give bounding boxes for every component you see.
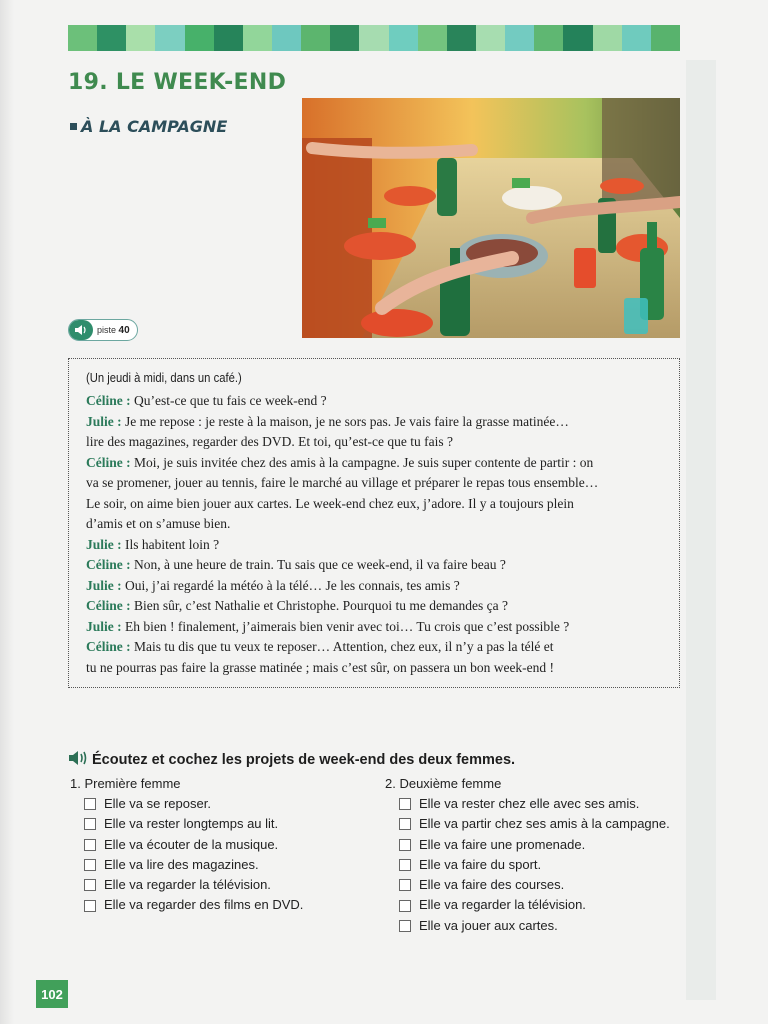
exercise-column-heading: 2. Deuxième femme bbox=[385, 776, 502, 791]
speaker-name: Céline : bbox=[86, 393, 131, 408]
color-bar-segment bbox=[330, 25, 359, 51]
bullet-square-icon bbox=[70, 123, 77, 130]
dialogue-line bbox=[86, 453, 676, 474]
color-bar-segment bbox=[272, 25, 301, 51]
dialogue-line bbox=[86, 514, 676, 535]
dialogue-line bbox=[86, 637, 676, 658]
speaker-name: Julie : bbox=[86, 413, 122, 429]
checkbox-option[interactable] bbox=[385, 875, 670, 895]
color-bar-segment bbox=[651, 25, 680, 51]
checkbox[interactable] bbox=[399, 818, 411, 830]
dialogue-context: (Un jeudi à midi, dans un café.) bbox=[86, 371, 242, 385]
dialogue-text: Je me repose : je reste à la maison, je ne sors pas. Je vais faire la grasse matinée… bbox=[121, 413, 569, 429]
dialogue-text: tu ne pourras pas faire la grasse matinée ; mais c’est sûr, on passera un bon week-end ! bbox=[86, 659, 555, 675]
dialogue-line bbox=[86, 555, 676, 576]
checkbox-option[interactable] bbox=[70, 875, 303, 895]
exercise-column-1 bbox=[70, 774, 303, 916]
speaker-icon bbox=[68, 750, 88, 770]
dialogue-text: Moi, je suis invitée chez des amis à la campagne. Je suis super contente de partir : on bbox=[130, 454, 594, 470]
exercise-instruction bbox=[68, 750, 515, 770]
checkbox-label: Elle va faire une promenade. bbox=[419, 836, 586, 852]
checkbox[interactable] bbox=[84, 818, 96, 830]
checkbox[interactable] bbox=[399, 839, 411, 851]
checkbox-label: Elle va faire des courses. bbox=[419, 877, 565, 893]
color-bar-segment bbox=[97, 25, 126, 51]
speaker-name: Céline : bbox=[86, 557, 131, 572]
color-bar-segment bbox=[68, 25, 97, 51]
color-bar-segment bbox=[126, 25, 155, 51]
dialogue-line bbox=[86, 658, 676, 679]
dialogue-line bbox=[86, 473, 676, 494]
checkbox-label: Elle va regarder des films en DVD. bbox=[104, 897, 304, 913]
checkbox-label: Elle va partir chez ses amis à la campagne. bbox=[419, 816, 670, 832]
page-gutter-shadow bbox=[0, 0, 14, 1024]
checkbox-option[interactable] bbox=[70, 895, 303, 915]
audio-track-badge[interactable] bbox=[68, 319, 138, 341]
color-bar-segment bbox=[243, 25, 272, 51]
dialogue-text: Bien sûr, c’est Nathalie et Christophe. Pourquoi tu me demandes ça ? bbox=[130, 598, 508, 613]
page-number: 102 bbox=[36, 980, 68, 1008]
dialogue-line bbox=[86, 391, 676, 412]
section-subtitle bbox=[70, 117, 227, 136]
dialogue-line bbox=[86, 412, 676, 433]
speaker-name: Céline : bbox=[86, 639, 131, 654]
checkbox-label: Elle va lire des magazines. bbox=[104, 856, 259, 872]
checkbox-option[interactable] bbox=[70, 835, 303, 855]
dialogue-lines bbox=[86, 391, 676, 678]
dialogue-line bbox=[86, 432, 676, 453]
track-number: 40 bbox=[118, 324, 130, 336]
margin-strip bbox=[686, 60, 716, 1000]
checkbox[interactable] bbox=[84, 879, 96, 891]
checkbox-label: Elle va rester longtemps au lit. bbox=[104, 816, 279, 832]
unit-title: 19. LE WEEK-END bbox=[68, 70, 287, 95]
track-word: piste bbox=[97, 324, 117, 335]
checkbox-label: Elle va regarder la télévision. bbox=[419, 897, 586, 913]
checkbox[interactable] bbox=[84, 839, 96, 851]
dialogue-text: Non, à une heure de train. Tu sais que ce week-end, il va faire beau ? bbox=[130, 557, 506, 572]
checkbox[interactable] bbox=[399, 920, 411, 932]
color-bar-segment bbox=[214, 25, 243, 51]
color-bar-segment bbox=[301, 25, 330, 51]
speaker-name: Julie : bbox=[86, 577, 122, 593]
color-bar-segment bbox=[418, 25, 447, 51]
checkbox-label: Elle va écouter de la musique. bbox=[104, 836, 279, 852]
checkbox[interactable] bbox=[399, 798, 411, 810]
dialogue-text: Ils habitent loin ? bbox=[121, 536, 220, 552]
checkbox-label: Elle va jouer aux cartes. bbox=[419, 917, 558, 933]
checkbox-label: Elle va faire du sport. bbox=[419, 856, 542, 872]
dialogue-line bbox=[86, 535, 676, 556]
color-bar-segment bbox=[359, 25, 388, 51]
checkbox-option[interactable] bbox=[385, 895, 670, 915]
audio-track-label bbox=[97, 325, 130, 336]
header-color-bar bbox=[68, 25, 680, 51]
dialogue-text: d’amis et on s’amuse bien. bbox=[86, 516, 231, 531]
color-bar-segment bbox=[389, 25, 418, 51]
checkbox-option[interactable] bbox=[70, 794, 303, 814]
checkbox[interactable] bbox=[84, 798, 96, 810]
dialogue-text: Eh bien ! finalement, j’aimerais bien venir avec toi… Tu crois que c’est possible ? bbox=[121, 618, 570, 634]
dialogue-text: Oui, j’ai regardé la météo à la télé… Je les connais, tes amis ? bbox=[121, 577, 460, 593]
checkbox-option[interactable] bbox=[385, 794, 670, 814]
color-bar-segment bbox=[476, 25, 505, 51]
color-bar-segment bbox=[622, 25, 651, 51]
color-bar-segment bbox=[155, 25, 184, 51]
checkbox-option[interactable] bbox=[70, 814, 303, 834]
dialogue-line bbox=[86, 576, 676, 597]
dialogue-line bbox=[86, 596, 676, 617]
checkbox-option[interactable] bbox=[385, 916, 670, 936]
checkbox-option[interactable] bbox=[385, 855, 670, 875]
dialogue-text: lire des magazines, regarder des DVD. Et toi, qu’est-ce que tu fais ? bbox=[86, 434, 453, 449]
exercise-column-2 bbox=[385, 774, 670, 936]
checkbox-label: Elle va rester chez elle avec ses amis. bbox=[419, 796, 640, 811]
speaker-name: Julie : bbox=[86, 618, 122, 634]
color-bar-segment bbox=[447, 25, 476, 51]
checkbox-option[interactable] bbox=[385, 814, 670, 834]
checkbox[interactable] bbox=[84, 859, 96, 871]
dialogue-line bbox=[86, 617, 676, 638]
speaker-icon bbox=[69, 320, 93, 340]
dialogue-line bbox=[86, 494, 676, 515]
checkbox-label: Elle va se reposer. bbox=[104, 796, 211, 811]
speaker-name: Céline : bbox=[86, 454, 131, 470]
exercise-column-heading: 1. Première femme bbox=[70, 776, 181, 791]
color-bar-segment bbox=[505, 25, 534, 51]
checkbox[interactable] bbox=[399, 879, 411, 891]
checkbox-label: Elle va regarder la télévision. bbox=[104, 877, 271, 893]
color-bar-segment bbox=[534, 25, 563, 51]
picnic-table-photo bbox=[302, 98, 680, 338]
color-bar-segment bbox=[563, 25, 592, 51]
speaker-name: Julie : bbox=[86, 536, 122, 552]
color-bar-segment bbox=[185, 25, 214, 51]
checkbox[interactable] bbox=[84, 900, 96, 912]
dialogue-text: Mais tu dis que tu veux te reposer… Attention, chez eux, il n’y a pas la télé et bbox=[130, 639, 554, 654]
checkbox[interactable] bbox=[399, 900, 411, 912]
checkbox-option[interactable] bbox=[385, 835, 670, 855]
checkbox-option[interactable] bbox=[70, 855, 303, 875]
dialogue-text: Qu’est-ce que tu fais ce week-end ? bbox=[130, 393, 327, 408]
exercise-instruction-text: Écoutez et cochez les projets de week-end des deux femmes. bbox=[92, 752, 516, 768]
section-subtitle-text: À LA CAMPAGNE bbox=[81, 117, 228, 136]
color-bar-segment bbox=[593, 25, 622, 51]
dialogue-text: va se promener, jouer au tennis, faire le marché au village et préparer le repas tous ensemble… bbox=[86, 475, 599, 490]
checkbox[interactable] bbox=[399, 859, 411, 871]
speaker-name: Céline : bbox=[86, 598, 131, 613]
dialogue-text: Le soir, on aime bien jouer aux cartes. Le week-end chez eux, j’adore. Il y a toujours plein bbox=[86, 495, 574, 511]
